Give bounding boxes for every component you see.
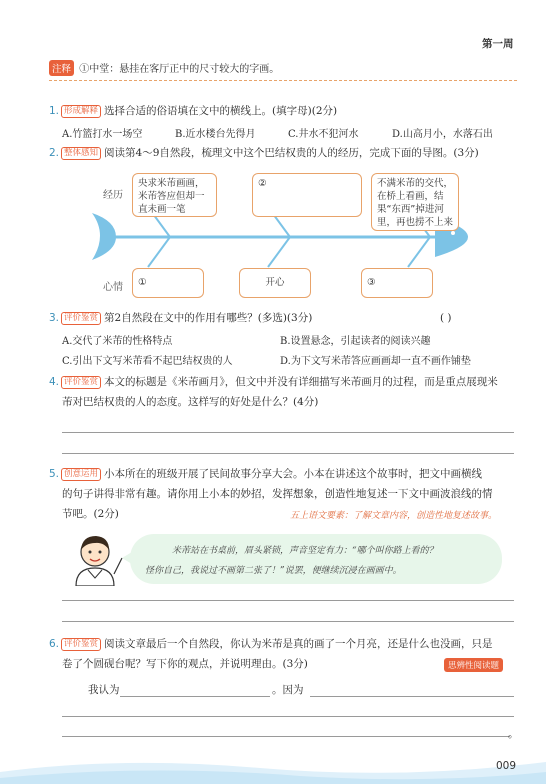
- q1-tag: 形成解释: [61, 105, 101, 118]
- q5-stem-line3: 节吧。(2分): [62, 508, 119, 520]
- q4-tag: 评价鉴赏: [61, 376, 101, 389]
- q2-stem: [49, 145, 479, 161]
- q6-answer-prefix: 我认为: [88, 684, 120, 696]
- q3-option-a: A.交代了米芾的性格特点: [62, 336, 173, 347]
- q3-text: 第2自然段在文中的作用有哪些？(多选)(3分): [104, 312, 313, 324]
- q5-stem-line2: 的句子讲得非常有趣。请你用上小本的妙招，发挥想象，创造性地复述一下文中画波浪线的情: [62, 488, 493, 500]
- note-row: [49, 60, 279, 76]
- q2-text: 阅读第4～9自然段，梳理文中这个巴结权贵的人的经历，完成下面的导图。(3分): [104, 147, 479, 159]
- q2-number: 2.: [49, 147, 60, 159]
- q1-option-b: B.近水楼台先得月: [175, 129, 256, 140]
- bottom-wave: [0, 750, 546, 784]
- q6-answer-mid: 。因为: [272, 684, 304, 696]
- q1-number: 1.: [49, 105, 60, 117]
- experience-box-3: 不满米芾的交代，在桥上看画，结果“东西”掉进河里，再也捞不上来: [371, 173, 459, 231]
- speech-bubble: [130, 534, 502, 584]
- q6-badge: 思辨性阅读题: [444, 658, 503, 672]
- mood-box-2: 开心: [239, 268, 311, 298]
- note-badge: 注释: [49, 60, 74, 76]
- q5-hint: 五上语文要素：了解文章内容，创造性地复述故事。: [290, 511, 498, 521]
- q1-option-c: C.井水不犯河水: [288, 129, 359, 140]
- q3-stem: [49, 310, 312, 326]
- q4-stem-line1: [49, 374, 498, 390]
- q4-text-line1: 本文的标题是《米芾画月》，但文中并没有详细描写米芾画月的过程，而是重点展现米: [104, 376, 498, 388]
- q4-number: 4.: [49, 376, 60, 388]
- q1-option-a: A.竹篮打水一场空: [62, 129, 143, 140]
- q6-tag: 评价鉴赏: [61, 638, 101, 651]
- q5-text-line1: 小本所在的班级开展了民间故事分享大会。小本在讲述这个故事时，把文中画横线: [104, 468, 483, 480]
- q2-tag: 整体感知: [61, 147, 101, 160]
- q3-number: 3.: [49, 312, 60, 324]
- q4-answer-line-1[interactable]: [62, 432, 514, 433]
- label-experience: 经历: [103, 190, 123, 201]
- bubble-text-line2: 怪你自己，我说过不画第二张了！”说罢，便继续沉浸在画画中。: [145, 566, 402, 576]
- q5-number: 5.: [49, 468, 60, 480]
- q4-stem-line2: 芾对巴结权贵的人的态度。这样写的好处是什么？(4分): [62, 396, 319, 408]
- q1-option-d: D.山高月小，水落石出: [392, 129, 493, 140]
- q6-reason-line-1[interactable]: [310, 696, 514, 697]
- bubble-text-line1: 米芾站在书桌前，眉头紧锁，声音坚定有力：“哪个叫你路上看的？: [172, 546, 438, 556]
- q3-option-c: C.引出下文写米芾看不起巴结权贵的人: [62, 356, 233, 367]
- q5-answer-line-2[interactable]: [62, 621, 514, 622]
- note-divider: [49, 80, 517, 81]
- page-number: 009: [496, 760, 517, 772]
- q3-tag: 评价鉴赏: [61, 312, 101, 325]
- mood-box-3: ③: [361, 268, 433, 298]
- q6-reason-line-3[interactable]: [62, 736, 510, 737]
- q3-answer-paren[interactable]: ( ): [440, 312, 452, 324]
- note-text: ①中堂：悬挂在客厅正中的尺寸较大的字画。: [79, 64, 280, 75]
- q6-stem-line2: 卷了个圆砚台呢？写下你的观点，并说明理由。(3分): [62, 658, 308, 670]
- q5-tag: 创意运用: [61, 468, 101, 481]
- q1-stem: [49, 103, 337, 119]
- q3-option-d: D.为下文写米芾答应画画却一直不画作铺垫: [280, 356, 471, 367]
- experience-box-1: 央求米芾画画，米芾答应但却一直未画一笔: [132, 173, 217, 217]
- mood-box-1: ①: [132, 268, 204, 298]
- q6-number: 6.: [49, 638, 60, 650]
- speech-bubble-tail: [122, 552, 132, 564]
- q1-text: 选择合适的俗语填在文中的横线上。(填字母)(2分): [104, 105, 338, 117]
- boy-avatar: [66, 528, 124, 586]
- q6-answer-end: 。: [508, 728, 519, 740]
- label-mood: 心情: [103, 282, 123, 293]
- q6-opinion-line[interactable]: [120, 696, 270, 697]
- week-label: 第一周: [482, 38, 514, 50]
- experience-box-2: ②: [252, 173, 362, 217]
- q6-text-line1: 阅读文章最后一个自然段，你认为米芾是真的画了一个月亮，还是什么也没画，只是: [104, 638, 493, 650]
- q6-stem-line1: [49, 636, 493, 652]
- q5-stem-line1: [49, 466, 482, 482]
- q3-option-b: B.设置悬念，引起读者的阅读兴趣: [280, 336, 431, 347]
- q5-answer-line-1[interactable]: [62, 600, 514, 601]
- q6-reason-line-2[interactable]: [62, 716, 514, 717]
- q4-answer-line-2[interactable]: [62, 453, 514, 454]
